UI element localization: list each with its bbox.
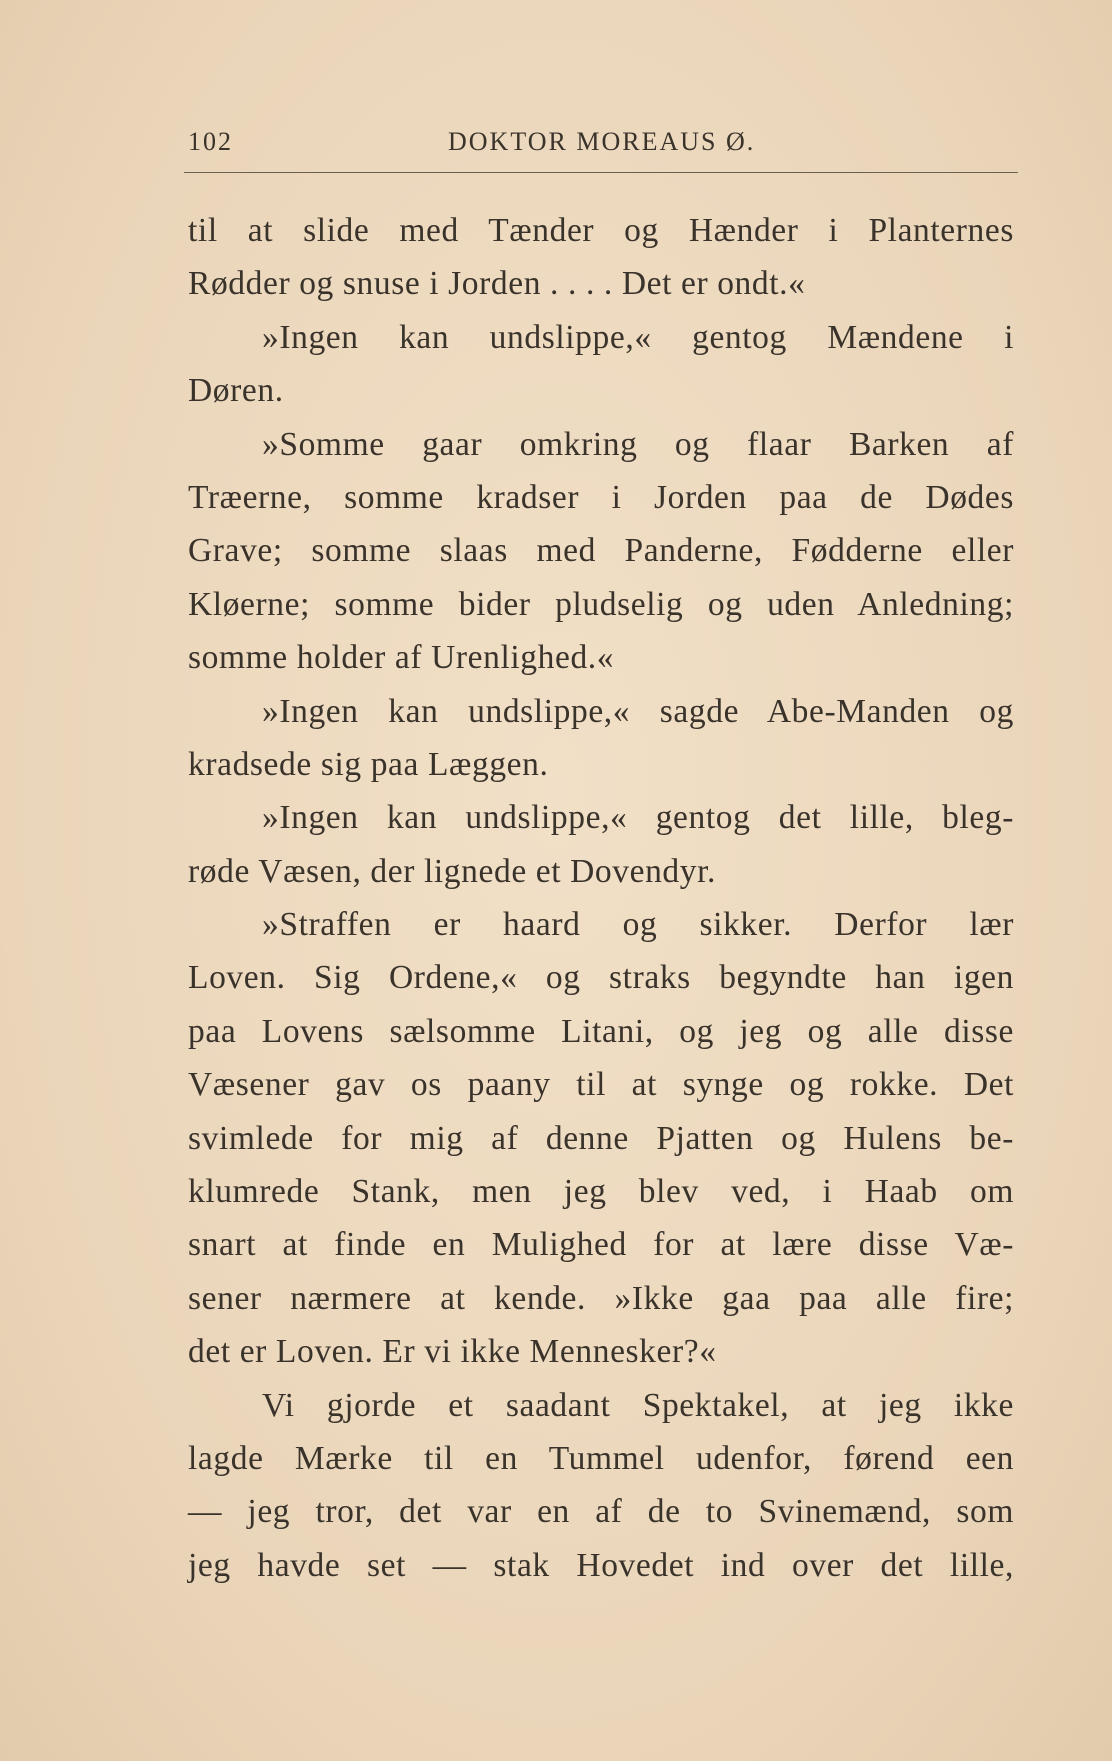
text-line: »Ingen kan undslippe,« sagde Abe-Manden og bbox=[262, 692, 1014, 730]
text-line: paa Lovens sælsomme Litani, og jeg og alle disse bbox=[188, 1012, 1014, 1050]
page-header bbox=[188, 127, 1014, 167]
text-line: Loven. Sig Ordene,« og straks begyndte han igen bbox=[188, 959, 1014, 997]
text-line: røde Væsen, der lignede et Dovendyr. bbox=[188, 852, 717, 890]
text-line: Væsener gav os paany til at synge og rokke. Det bbox=[188, 1066, 1014, 1104]
text-line: Vi gjorde et saadant Spektakel, at jeg ikke bbox=[262, 1386, 1014, 1424]
text-line: »Straffen er haard og sikker. Derfor lær bbox=[262, 906, 1014, 944]
page-number: 102 bbox=[188, 127, 233, 156]
text-line: klumrede Stank, men jeg blev ved, i Haab om bbox=[188, 1173, 1014, 1211]
text-line: jeg havde set — stak Hovedet ind over det lille, bbox=[188, 1546, 1014, 1584]
text-line: lagde Mærke til en Tummel udenfor, førend een bbox=[188, 1439, 1014, 1477]
text-line: Træerne, somme kradser i Jorden paa de Dødes bbox=[188, 478, 1014, 516]
header-rule bbox=[184, 172, 1018, 173]
text-line: Døren. bbox=[188, 372, 284, 410]
text-line: »Somme gaar omkring og flaar Barken af bbox=[262, 425, 1014, 463]
body-text bbox=[188, 204, 1014, 1592]
text-line: til at slide med Tænder og Hænder i Planternes bbox=[188, 212, 1014, 249]
text-line: »Ingen kan undslippe,« gentog Mændene i bbox=[262, 318, 1014, 356]
text-line: somme holder af Urenlighed.« bbox=[188, 639, 615, 677]
text-line: kradsede sig paa Læggen. bbox=[188, 745, 549, 783]
text-line: »Ingen kan undslippe,« gentog det lille, bleg- bbox=[262, 799, 1014, 837]
text-line: snart at finde en Mulighed for at lære disse Væ- bbox=[188, 1226, 1014, 1264]
text-line: — jeg tror, det var en af de to Svinemænd, som bbox=[188, 1493, 1014, 1531]
text-line: Kløerne; somme bider pludselig og uden Anledning; bbox=[188, 585, 1014, 623]
text-line: svimlede for mig af denne Pjatten og Hulens be- bbox=[188, 1119, 1014, 1157]
text-line: det er Loven. Er vi ikke Mennesker?« bbox=[188, 1333, 717, 1371]
text-line: Grave; somme slaas med Panderne, Fødderne eller bbox=[188, 532, 1014, 570]
text-line: Rødder og snuse i Jorden . . . . Det er ondt.« bbox=[188, 265, 806, 303]
text-line: sener nærmere at kende. »Ikke gaa paa alle fire; bbox=[188, 1279, 1014, 1317]
running-title: DOKTOR MOREAUS Ø. bbox=[448, 127, 756, 156]
